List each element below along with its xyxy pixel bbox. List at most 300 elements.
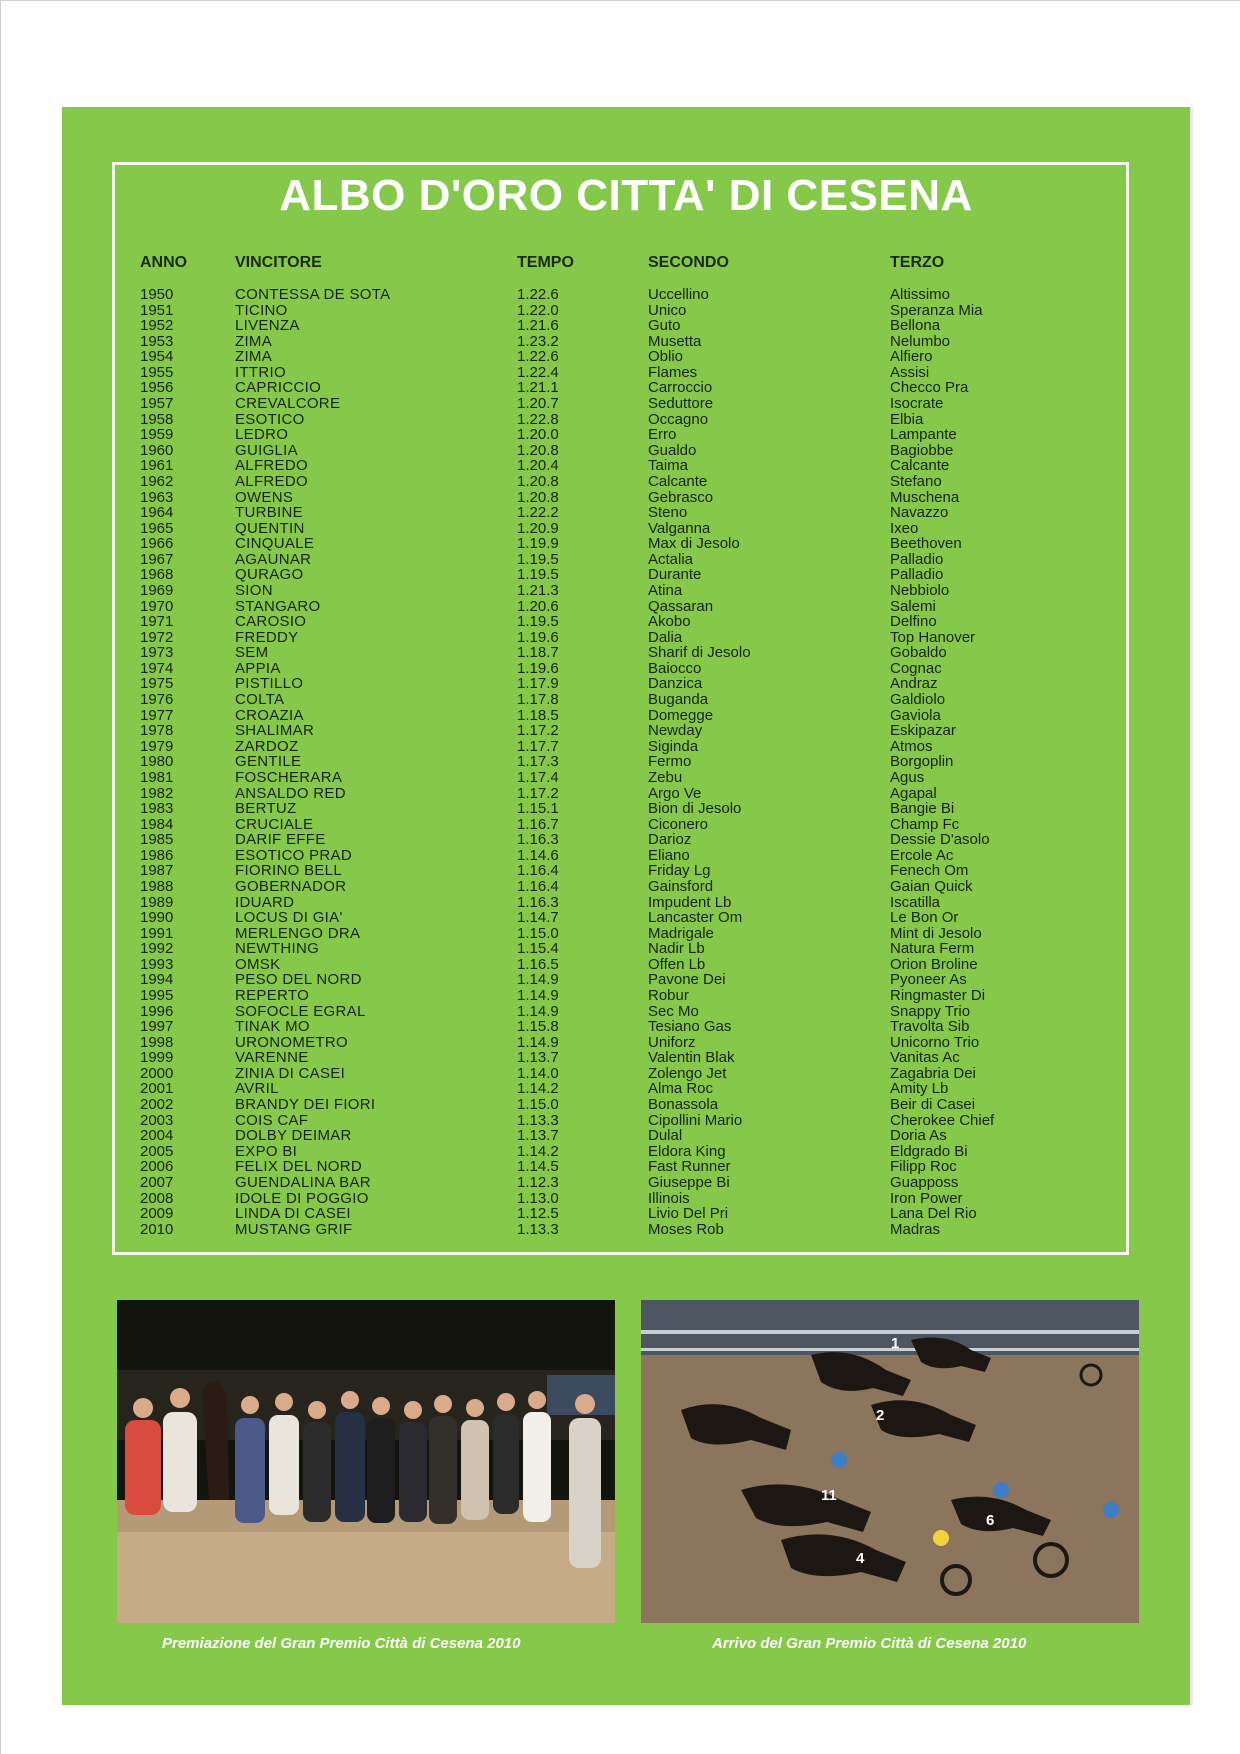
cell-third: Eldgrado Bi [890, 1142, 968, 1160]
cell-second: Carroccio [648, 379, 713, 397]
table-row [62, 412, 1190, 428]
cell-time: 1.20.8 [517, 488, 559, 506]
table-row [62, 708, 1190, 724]
cell-time: 1.16.4 [517, 877, 559, 895]
cell-third: Gobaldo [890, 644, 947, 662]
cell-time: 1.17.4 [517, 768, 559, 786]
cell-year: 1980 [140, 753, 174, 771]
cell-time: 1.16.4 [517, 862, 559, 880]
cell-second: Steno [648, 504, 688, 522]
cell-third: Andraz [890, 675, 938, 693]
cell-third: Lampante [890, 426, 957, 444]
cell-year: 1983 [140, 800, 174, 818]
cell-third: Calcante [890, 457, 950, 475]
table-row [62, 692, 1190, 708]
page-border-left [0, 0, 1, 1754]
cell-third: Dessie D'asolo [890, 831, 990, 849]
cell-third: Iron Power [890, 1189, 963, 1207]
cell-year: 1963 [140, 488, 174, 506]
cell-second: Fermo [648, 753, 692, 771]
cell-third: Muschena [890, 488, 960, 506]
cell-third: Salemi [890, 597, 936, 615]
cell-second: Madrigale [648, 924, 714, 942]
cell-time: 1.19.9 [517, 535, 559, 553]
cell-year: 2000 [140, 1064, 174, 1082]
cell-third: Gaian Quick [890, 877, 973, 895]
cell-second: Uccellino [648, 286, 709, 303]
cell-second: Robur [648, 987, 689, 1005]
cell-time: 1.13.0 [517, 1189, 559, 1207]
table-row [62, 334, 1190, 350]
cell-second: Domegge [648, 706, 714, 724]
cell-winner: ALFREDO [235, 472, 308, 490]
cell-year: 1978 [140, 722, 174, 740]
cell-time: 1.14.0 [517, 1064, 559, 1082]
horse-number-2: 2 [876, 1407, 885, 1424]
cell-winner: GENTILE [235, 753, 302, 771]
cell-time: 1.14.9 [517, 971, 559, 989]
cell-year: 1982 [140, 784, 174, 802]
cell-winner: CREVALCORE [235, 395, 341, 413]
cell-third: Palladio [890, 566, 944, 584]
cell-second: Alma Roc [648, 1080, 714, 1098]
cell-winner: EXPO BI [235, 1142, 298, 1160]
horse-number-6: 6 [986, 1512, 995, 1529]
cell-time: 1.17.8 [517, 691, 559, 709]
cell-second: Occagno [648, 410, 709, 428]
cell-time: 1.14.5 [517, 1158, 559, 1176]
cell-third: Isocrate [890, 395, 944, 413]
cell-time: 1.14.2 [517, 1142, 559, 1160]
cell-third: Orion Broline [890, 955, 978, 973]
cell-second: Erro [648, 426, 677, 444]
cell-third: Zagabria Dei [890, 1064, 976, 1082]
results-table [62, 287, 1190, 1237]
cell-year: 1979 [140, 737, 174, 755]
cell-year: 1964 [140, 504, 174, 522]
cell-year: 2003 [140, 1111, 174, 1129]
cell-third: Ercole Ac [890, 846, 954, 864]
cell-third: Ringmaster Di [890, 987, 986, 1005]
header-vincitore: VINCITORE [235, 254, 322, 271]
table-row [62, 1191, 1190, 1207]
cell-third: Guapposs [890, 1173, 959, 1191]
cell-year: 1994 [140, 971, 174, 989]
table-row [62, 941, 1190, 957]
cell-second: Illinois [648, 1189, 690, 1207]
cell-third: Filipp Roc [890, 1158, 957, 1176]
cell-winner: NEWTHING [235, 940, 320, 958]
cell-year: 1973 [140, 644, 174, 662]
cell-third: Elbia [890, 410, 924, 428]
cell-year: 2001 [140, 1080, 174, 1098]
cell-second: Seduttore [648, 395, 714, 413]
table-row [62, 1097, 1190, 1113]
cell-second: Nadir Lb [648, 940, 705, 958]
table-row [62, 786, 1190, 802]
cell-second: Livio Del Pri [648, 1205, 729, 1223]
table-row [62, 972, 1190, 988]
cell-time: 1.14.9 [517, 1002, 559, 1020]
cell-second: Ciconero [648, 815, 709, 833]
cell-time: 1.13.7 [517, 1127, 559, 1145]
cell-third: Alfiero [890, 348, 933, 366]
cell-third: Amity Lb [890, 1080, 949, 1098]
cell-second: Akobo [648, 613, 691, 631]
cell-third: Madras [890, 1220, 941, 1238]
cell-winner: FREDDY [235, 628, 299, 646]
table-row [62, 926, 1190, 942]
cell-winner: BERTUZ [235, 800, 297, 818]
table-row [62, 895, 1190, 911]
table-row [62, 599, 1190, 615]
cell-third: Cognac [890, 659, 942, 677]
cell-third: Nebbiolo [890, 581, 950, 599]
cell-third: Travolta Sib [890, 1018, 970, 1036]
race-finish-photo [641, 1300, 1139, 1623]
cell-second: Eliano [648, 846, 690, 864]
table-row [62, 1066, 1190, 1082]
caption-race-finish: Arrivo del Gran Premio Città di Cesena 2010 [712, 1635, 1027, 1652]
cell-time: 1.12.3 [517, 1173, 559, 1191]
table-row [62, 349, 1190, 365]
table-row [62, 1113, 1190, 1129]
cell-year: 1985 [140, 831, 174, 849]
cell-time: 1.21.3 [517, 581, 559, 599]
table-row [62, 739, 1190, 755]
table-row [62, 474, 1190, 490]
cell-time: 1.18.5 [517, 706, 559, 724]
cell-third: Agus [890, 768, 925, 786]
cell-third: Galdiolo [890, 691, 946, 709]
cell-time: 1.20.8 [517, 441, 559, 459]
cell-time: 1.20.0 [517, 426, 559, 444]
cell-third: Assisi [890, 363, 930, 381]
cell-year: 1986 [140, 846, 174, 864]
cell-year: 1987 [140, 862, 174, 880]
cell-third: Vanitas Ac [890, 1049, 960, 1067]
cell-second: Impudent Lb [648, 893, 732, 911]
cell-year: 2005 [140, 1142, 174, 1160]
cell-second: Bion di Jesolo [648, 800, 742, 818]
cell-winner: GUENDALINA BAR [235, 1173, 371, 1191]
cell-second: Flames [648, 363, 698, 381]
cell-third: Nelumbo [890, 332, 951, 350]
cell-time: 1.19.5 [517, 613, 559, 631]
table-row [62, 910, 1190, 926]
cell-year: 1969 [140, 581, 174, 599]
cell-second: Dulal [648, 1127, 683, 1145]
cell-winner: CRUCIALE [235, 815, 314, 833]
cell-third: Eskipazar [890, 722, 956, 740]
cell-year: 2007 [140, 1173, 174, 1191]
table-row [62, 676, 1190, 692]
cell-third: Bellona [890, 317, 941, 335]
cell-second: Fast Runner [648, 1158, 731, 1176]
cell-year: 1971 [140, 613, 174, 631]
cell-winner: CONTESSA DE SOTA [235, 286, 391, 303]
cell-second: Cipollini Mario [648, 1111, 743, 1129]
header-tempo: TEMPO [517, 254, 574, 271]
table-row [62, 303, 1190, 319]
cell-third: Beir di Casei [890, 1096, 976, 1114]
cell-year: 1977 [140, 706, 174, 724]
cell-second: Atina [648, 581, 683, 599]
table-row [62, 1128, 1190, 1144]
cell-winner: CAPRICCIO [235, 379, 322, 397]
cell-winner: PISTILLO [235, 675, 304, 693]
cell-year: 1954 [140, 348, 174, 366]
cell-year: 1974 [140, 659, 174, 677]
cell-year: 1990 [140, 909, 174, 927]
cell-time: 1.21.6 [517, 317, 559, 335]
cell-winner: SEM [235, 644, 269, 662]
cell-winner: CROAZIA [235, 706, 304, 724]
cell-second: Lancaster Om [648, 909, 743, 927]
cell-winner: SION [235, 581, 273, 599]
cell-year: 1989 [140, 893, 174, 911]
cell-second: Actalia [648, 550, 694, 568]
cell-time: 1.20.4 [517, 457, 559, 475]
cell-second: Gualdo [648, 441, 697, 459]
table-row [62, 1050, 1190, 1066]
cell-year: 1952 [140, 317, 174, 335]
cell-third: Fenech Om [890, 862, 969, 880]
cell-year: 1970 [140, 597, 174, 615]
cell-time: 1.15.8 [517, 1018, 559, 1036]
table-row [62, 1144, 1190, 1160]
cell-second: Zebu [648, 768, 683, 786]
cell-time: 1.20.8 [517, 472, 559, 490]
table-row [62, 365, 1190, 381]
table-row [62, 817, 1190, 833]
cell-time: 1.16.3 [517, 831, 559, 849]
page-border-top [0, 0, 1240, 1]
magazine-page [62, 107, 1193, 1705]
cell-second: Musetta [648, 332, 702, 350]
cell-time: 1.14.7 [517, 909, 559, 927]
cell-winner: ZIMA [235, 348, 273, 366]
cell-year: 1961 [140, 457, 174, 475]
cell-third: Ixeo [890, 519, 919, 537]
cell-third: Altissimo [890, 286, 951, 303]
cell-winner: SHALIMAR [235, 722, 315, 740]
cell-time: 1.13.3 [517, 1220, 559, 1238]
cell-time: 1.17.2 [517, 784, 559, 802]
cell-winner: MERLENGO DRA [235, 924, 361, 942]
cell-winner: QURAGO [235, 566, 304, 584]
cell-third: Beethoven [890, 535, 962, 553]
cell-second: Newday [648, 722, 703, 740]
cell-second: Zolengo Jet [648, 1064, 727, 1082]
cell-second: Valentin Blak [648, 1049, 735, 1067]
cell-third: Pyoneer As [890, 971, 967, 989]
table-row [62, 380, 1190, 396]
cell-third: Iscatilla [890, 893, 941, 911]
table-row [62, 396, 1190, 412]
cell-year: 1953 [140, 332, 174, 350]
cell-second: Pavone Dei [648, 971, 726, 989]
cell-year: 1960 [140, 441, 174, 459]
cell-winner: TURBINE [235, 504, 303, 522]
cell-winner: AGAUNAR [235, 550, 312, 568]
cell-year: 1992 [140, 940, 174, 958]
cell-winner: CINQUALE [235, 535, 315, 553]
cell-third: Agapal [890, 784, 937, 802]
cell-year: 1995 [140, 987, 174, 1005]
table-row [62, 583, 1190, 599]
cell-year: 1972 [140, 628, 174, 646]
cell-second: Max di Jesolo [648, 535, 740, 553]
cell-third: Natura Ferm [890, 940, 975, 958]
cell-year: 1962 [140, 472, 174, 490]
cell-second: Sec Mo [648, 1002, 699, 1020]
cell-winner: COIS CAF [235, 1111, 309, 1129]
cell-second: Taima [648, 457, 689, 475]
cell-time: 1.17.7 [517, 737, 559, 755]
table-row [62, 1035, 1190, 1051]
award-ceremony-photo [117, 1300, 615, 1623]
cell-second: Argo Ve [648, 784, 702, 802]
cell-third: Bangie Bi [890, 800, 955, 818]
table-row [62, 630, 1190, 646]
cell-second: Valganna [648, 519, 711, 537]
table-header [62, 254, 1190, 276]
cell-year: 1950 [140, 286, 174, 303]
cell-time: 1.22.0 [517, 301, 559, 319]
table-row [62, 1004, 1190, 1020]
cell-year: 1958 [140, 410, 174, 428]
cell-time: 1.14.6 [517, 846, 559, 864]
cell-time: 1.18.7 [517, 644, 559, 662]
cell-third: Mint di Jesolo [890, 924, 982, 942]
table-row [62, 848, 1190, 864]
cell-third: Checco Pra [890, 379, 969, 397]
cell-second: Gebrasco [648, 488, 714, 506]
cell-third: Top Hanover [890, 628, 976, 646]
horse-number-4: 4 [856, 1550, 865, 1567]
cell-time: 1.16.3 [517, 893, 559, 911]
cell-second: Durante [648, 566, 702, 584]
table-row [62, 801, 1190, 817]
cell-winner: ALFREDO [235, 457, 308, 475]
cell-time: 1.19.5 [517, 550, 559, 568]
cell-second: Gainsford [648, 877, 714, 895]
cell-winner: ESOTICO [235, 410, 305, 428]
cell-winner: QUENTIN [235, 519, 305, 537]
cell-time: 1.20.9 [517, 519, 559, 537]
cell-time: 1.17.2 [517, 722, 559, 740]
horse-number-11: 11 [821, 1487, 837, 1504]
cell-second: Moses Rob [648, 1220, 724, 1238]
table-row [62, 1175, 1190, 1191]
cell-third: Speranza Mia [890, 301, 983, 319]
cell-second: Calcante [648, 472, 708, 490]
cell-time: 1.22.4 [517, 363, 559, 381]
cell-third: Palladio [890, 550, 944, 568]
cell-third: Doria As [890, 1127, 947, 1145]
cell-time: 1.14.9 [517, 987, 559, 1005]
cell-time: 1.22.6 [517, 286, 559, 303]
table-row [62, 879, 1190, 895]
table-row [62, 567, 1190, 583]
cell-time: 1.16.5 [517, 955, 559, 973]
cell-year: 1975 [140, 675, 174, 693]
cell-time: 1.20.6 [517, 597, 559, 615]
cell-year: 1996 [140, 1002, 174, 1020]
cell-time: 1.21.1 [517, 379, 559, 397]
cell-winner: ZARDOZ [235, 737, 299, 755]
table-row [62, 645, 1190, 661]
cell-winner: ITTRIO [235, 363, 286, 381]
cell-year: 1967 [140, 550, 174, 568]
cell-winner: TINAK MO [235, 1018, 310, 1036]
cell-year: 1968 [140, 566, 174, 584]
cell-year: 2009 [140, 1205, 174, 1223]
cell-second: Guto [648, 317, 681, 335]
table-row [62, 1222, 1190, 1238]
cell-winner: ZIMA [235, 332, 273, 350]
cell-winner: VARENNE [235, 1049, 309, 1067]
cell-third: Snappy Trio [890, 1002, 971, 1020]
cell-year: 1993 [140, 955, 174, 973]
table-row [62, 536, 1190, 552]
cell-year: 2006 [140, 1158, 174, 1176]
cell-third: Lana Del Rio [890, 1205, 977, 1223]
cell-year: 1988 [140, 877, 174, 895]
header-terzo: TERZO [890, 254, 945, 271]
cell-year: 2004 [140, 1127, 174, 1145]
header-anno: ANNO [140, 254, 188, 271]
table-row [62, 458, 1190, 474]
table-row [62, 1159, 1190, 1175]
cell-year: 1997 [140, 1018, 174, 1036]
cell-winner: GUIGLIA [235, 441, 298, 459]
cell-time: 1.17.3 [517, 753, 559, 771]
cell-third: Cherokee Chief [890, 1111, 995, 1129]
cell-second: Siginda [648, 737, 699, 755]
table-row [62, 505, 1190, 521]
cell-third: Le Bon Or [890, 909, 959, 927]
header-secondo: SECONDO [648, 254, 729, 271]
cell-winner: FOSCHERARA [235, 768, 343, 786]
cell-winner: LEDRO [235, 426, 289, 444]
cell-second: Baiocco [648, 659, 702, 677]
cell-second: Friday Lg [648, 862, 711, 880]
cell-third: Bagiobbe [890, 441, 954, 459]
cell-winner: OMSK [235, 955, 281, 973]
cell-year: 2002 [140, 1096, 174, 1114]
cell-second: Tesiano Gas [648, 1018, 732, 1036]
cell-third: Navazzo [890, 504, 949, 522]
cell-winner: ZINIA DI CASEI [235, 1064, 346, 1082]
table-row [62, 832, 1190, 848]
table-row [62, 988, 1190, 1004]
cell-time: 1.13.7 [517, 1049, 559, 1067]
cell-winner: CAROSIO [235, 613, 307, 631]
horse-number-1: 1 [891, 1335, 900, 1352]
cell-time: 1.15.4 [517, 940, 559, 958]
cell-third: Unicorno Trio [890, 1033, 980, 1051]
cell-time: 1.19.6 [517, 628, 559, 646]
cell-winner: LOCUS DI GIA' [235, 909, 343, 927]
cell-winner: OWENS [235, 488, 294, 506]
cell-winner: MUSTANG GRIF [235, 1220, 353, 1238]
table-row [62, 1206, 1190, 1222]
cell-second: Dalia [648, 628, 683, 646]
cell-time: 1.12.5 [517, 1205, 559, 1223]
cell-winner: LIVENZA [235, 317, 300, 335]
